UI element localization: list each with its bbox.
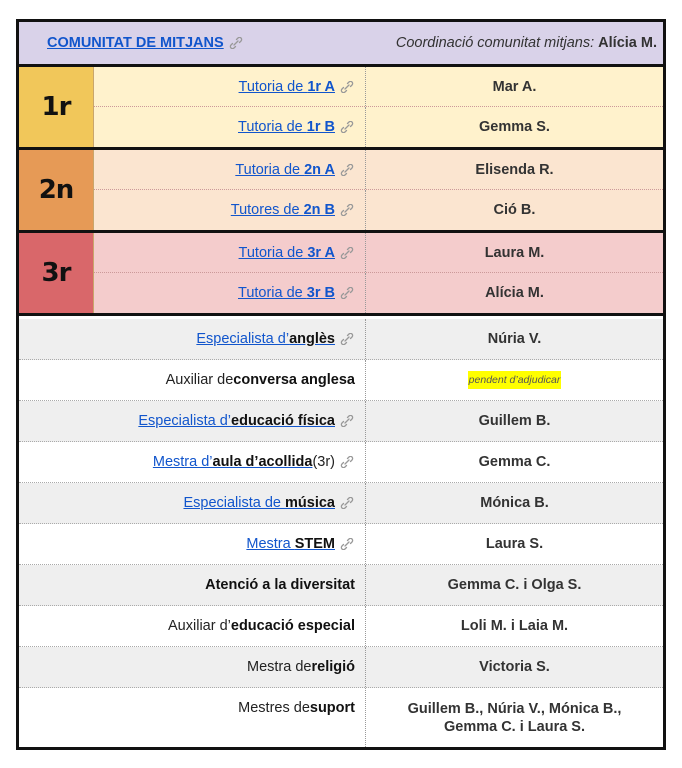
tutoria-class: 3r B: [306, 285, 335, 301]
role-cell: [19, 688, 366, 747]
role-name: conversa anglesa: [233, 372, 355, 388]
role-cell: [19, 524, 366, 564]
link-icon: [339, 538, 355, 550]
tutoria-link[interactable]: [239, 245, 335, 261]
table-row: [19, 360, 663, 401]
role-link[interactable]: [183, 495, 335, 511]
tutoria-class: 3r A: [307, 244, 335, 261]
tutoria-prefix: Tutoria de: [235, 161, 305, 178]
year-label: 2n: [19, 150, 94, 230]
role-name: religió: [311, 659, 355, 675]
tutoria-cell: [94, 190, 366, 230]
teacher-cell: [366, 360, 663, 400]
tutoria-prefix: Tutoria de: [238, 119, 307, 135]
tutoria-row: [94, 233, 663, 273]
pending-badge: pendent d’adjudicar: [468, 371, 562, 389]
tutoria-link[interactable]: [231, 202, 335, 218]
teacher-names-line1: Guillem B., Núria V., Mónica B.,: [407, 701, 622, 717]
tutoria-class: 2n A: [304, 161, 335, 178]
header-title-link-wrap[interactable]: [47, 35, 244, 51]
teacher-name: Elisenda R.: [475, 161, 554, 178]
tutoria-cell: [94, 233, 366, 272]
role-name: suport: [309, 700, 355, 716]
tutoria-class: 1r A: [307, 78, 335, 95]
role-cell: [19, 401, 366, 441]
role-name: educació física: [231, 413, 335, 429]
role-link[interactable]: [246, 536, 335, 552]
link-icon: [228, 37, 244, 49]
tutoria-prefix: Tutoria de: [238, 78, 308, 95]
teacher-name: Ció B.: [493, 202, 536, 218]
coordinator-name: Alícia M.: [598, 35, 657, 51]
teacher-name: Mar A.: [492, 78, 537, 95]
teacher-name: Laura M.: [484, 244, 545, 261]
role-prefix: Mestra d’: [152, 454, 213, 470]
tutoria-row: [94, 190, 663, 230]
teacher-name: Gemma S.: [479, 119, 550, 135]
group-1r: [19, 67, 663, 150]
link-icon: [339, 497, 355, 509]
role-suffix: (3r): [312, 454, 335, 470]
role-prefix: Mestra: [246, 536, 295, 552]
teacher-name: Victoria S.: [479, 659, 550, 675]
role-name: educació especial: [230, 618, 355, 634]
tutoria-link[interactable]: [238, 285, 335, 301]
role-link[interactable]: [138, 413, 335, 429]
role-cell: [19, 647, 366, 687]
role-prefix: Mestres de: [238, 700, 310, 716]
tutoria-link[interactable]: [239, 79, 335, 95]
group-3r: [19, 233, 663, 316]
link-icon: [339, 81, 355, 93]
role-name: música: [285, 495, 335, 511]
table-row: [19, 606, 663, 647]
tutoria-link[interactable]: [235, 162, 335, 178]
role-cell: [19, 606, 366, 646]
tutoria-class: 2n B: [303, 202, 335, 218]
table-header: [19, 22, 663, 67]
specialists-list: [19, 319, 663, 747]
teacher-cell: [366, 688, 663, 747]
table-row: [19, 442, 663, 483]
role-prefix: Mestra de: [247, 659, 312, 675]
community-title-link[interactable]: COMUNITAT DE MITJANS: [47, 35, 224, 51]
role-link[interactable]: [153, 454, 313, 470]
coordination-label: Coordinació comunitat mitjans:: [395, 35, 599, 51]
tutoria-row: [94, 150, 663, 190]
staff-table: [16, 19, 666, 750]
role-prefix: Auxiliar d’: [168, 618, 231, 634]
coordination-text: [396, 35, 657, 51]
table-row: [19, 565, 663, 606]
tutoria-link[interactable]: [238, 119, 335, 135]
link-icon: [339, 287, 355, 299]
link-icon: [339, 333, 355, 345]
table-row: [19, 647, 663, 688]
role-cell: [19, 360, 366, 400]
teacher-names-line2: Gemma C. i Laura S.: [443, 719, 586, 735]
table-row: [19, 319, 663, 360]
link-icon: [339, 164, 355, 176]
role-cell: [19, 565, 366, 605]
role-name: Atenció a la diversitat: [205, 577, 355, 593]
tutoria-prefix: Tutoria de: [238, 244, 308, 261]
link-icon: [339, 456, 355, 468]
year-label: 1r: [19, 67, 94, 147]
role-name: anglès: [289, 331, 335, 347]
year-label: 3r: [19, 233, 94, 313]
role-cell: [19, 319, 366, 359]
tutoria-prefix: Tutoria de: [238, 285, 307, 301]
group-2n: [19, 150, 663, 233]
tutoria-row: [94, 273, 663, 313]
tutoria-prefix: Tutores de: [230, 202, 304, 218]
teacher-name: Guillem B.: [478, 413, 551, 429]
tutoria-row: [94, 67, 663, 107]
teacher-name: Alícia M.: [485, 285, 544, 301]
link-icon: [339, 204, 355, 216]
tutoria-cell: [94, 107, 366, 147]
role-name: STEM: [294, 536, 335, 552]
link-icon: [339, 415, 355, 427]
role-prefix: Especialista de: [183, 495, 286, 511]
table-row: [19, 401, 663, 442]
tutoria-cell: [94, 273, 366, 313]
tutoria-class: 1r B: [306, 119, 335, 135]
teacher-name: Gemma C.: [478, 454, 551, 470]
tutoria-cell: [94, 150, 366, 189]
table-row: [19, 483, 663, 524]
link-icon: [339, 247, 355, 259]
teacher-name: Núria V.: [487, 331, 542, 347]
role-prefix: Especialista d’: [138, 413, 232, 429]
teacher-name: Gemma C. i Olga S.: [447, 577, 582, 593]
role-cell: [19, 442, 366, 482]
table-row: [19, 688, 663, 747]
link-icon: [339, 121, 355, 133]
table-row: [19, 524, 663, 565]
role-prefix: Auxiliar de: [165, 372, 234, 388]
teacher-name: Mónica B.: [480, 495, 549, 511]
role-link[interactable]: [196, 331, 335, 347]
teacher-name: Laura S.: [485, 536, 544, 552]
tutoria-row: [94, 107, 663, 147]
role-name: aula d’acollida: [212, 454, 313, 470]
role-cell: [19, 483, 366, 523]
role-prefix: Especialista d’: [196, 331, 290, 347]
tutoria-cell: [94, 67, 366, 106]
teacher-name: Loli M. i Laia M.: [460, 618, 569, 634]
